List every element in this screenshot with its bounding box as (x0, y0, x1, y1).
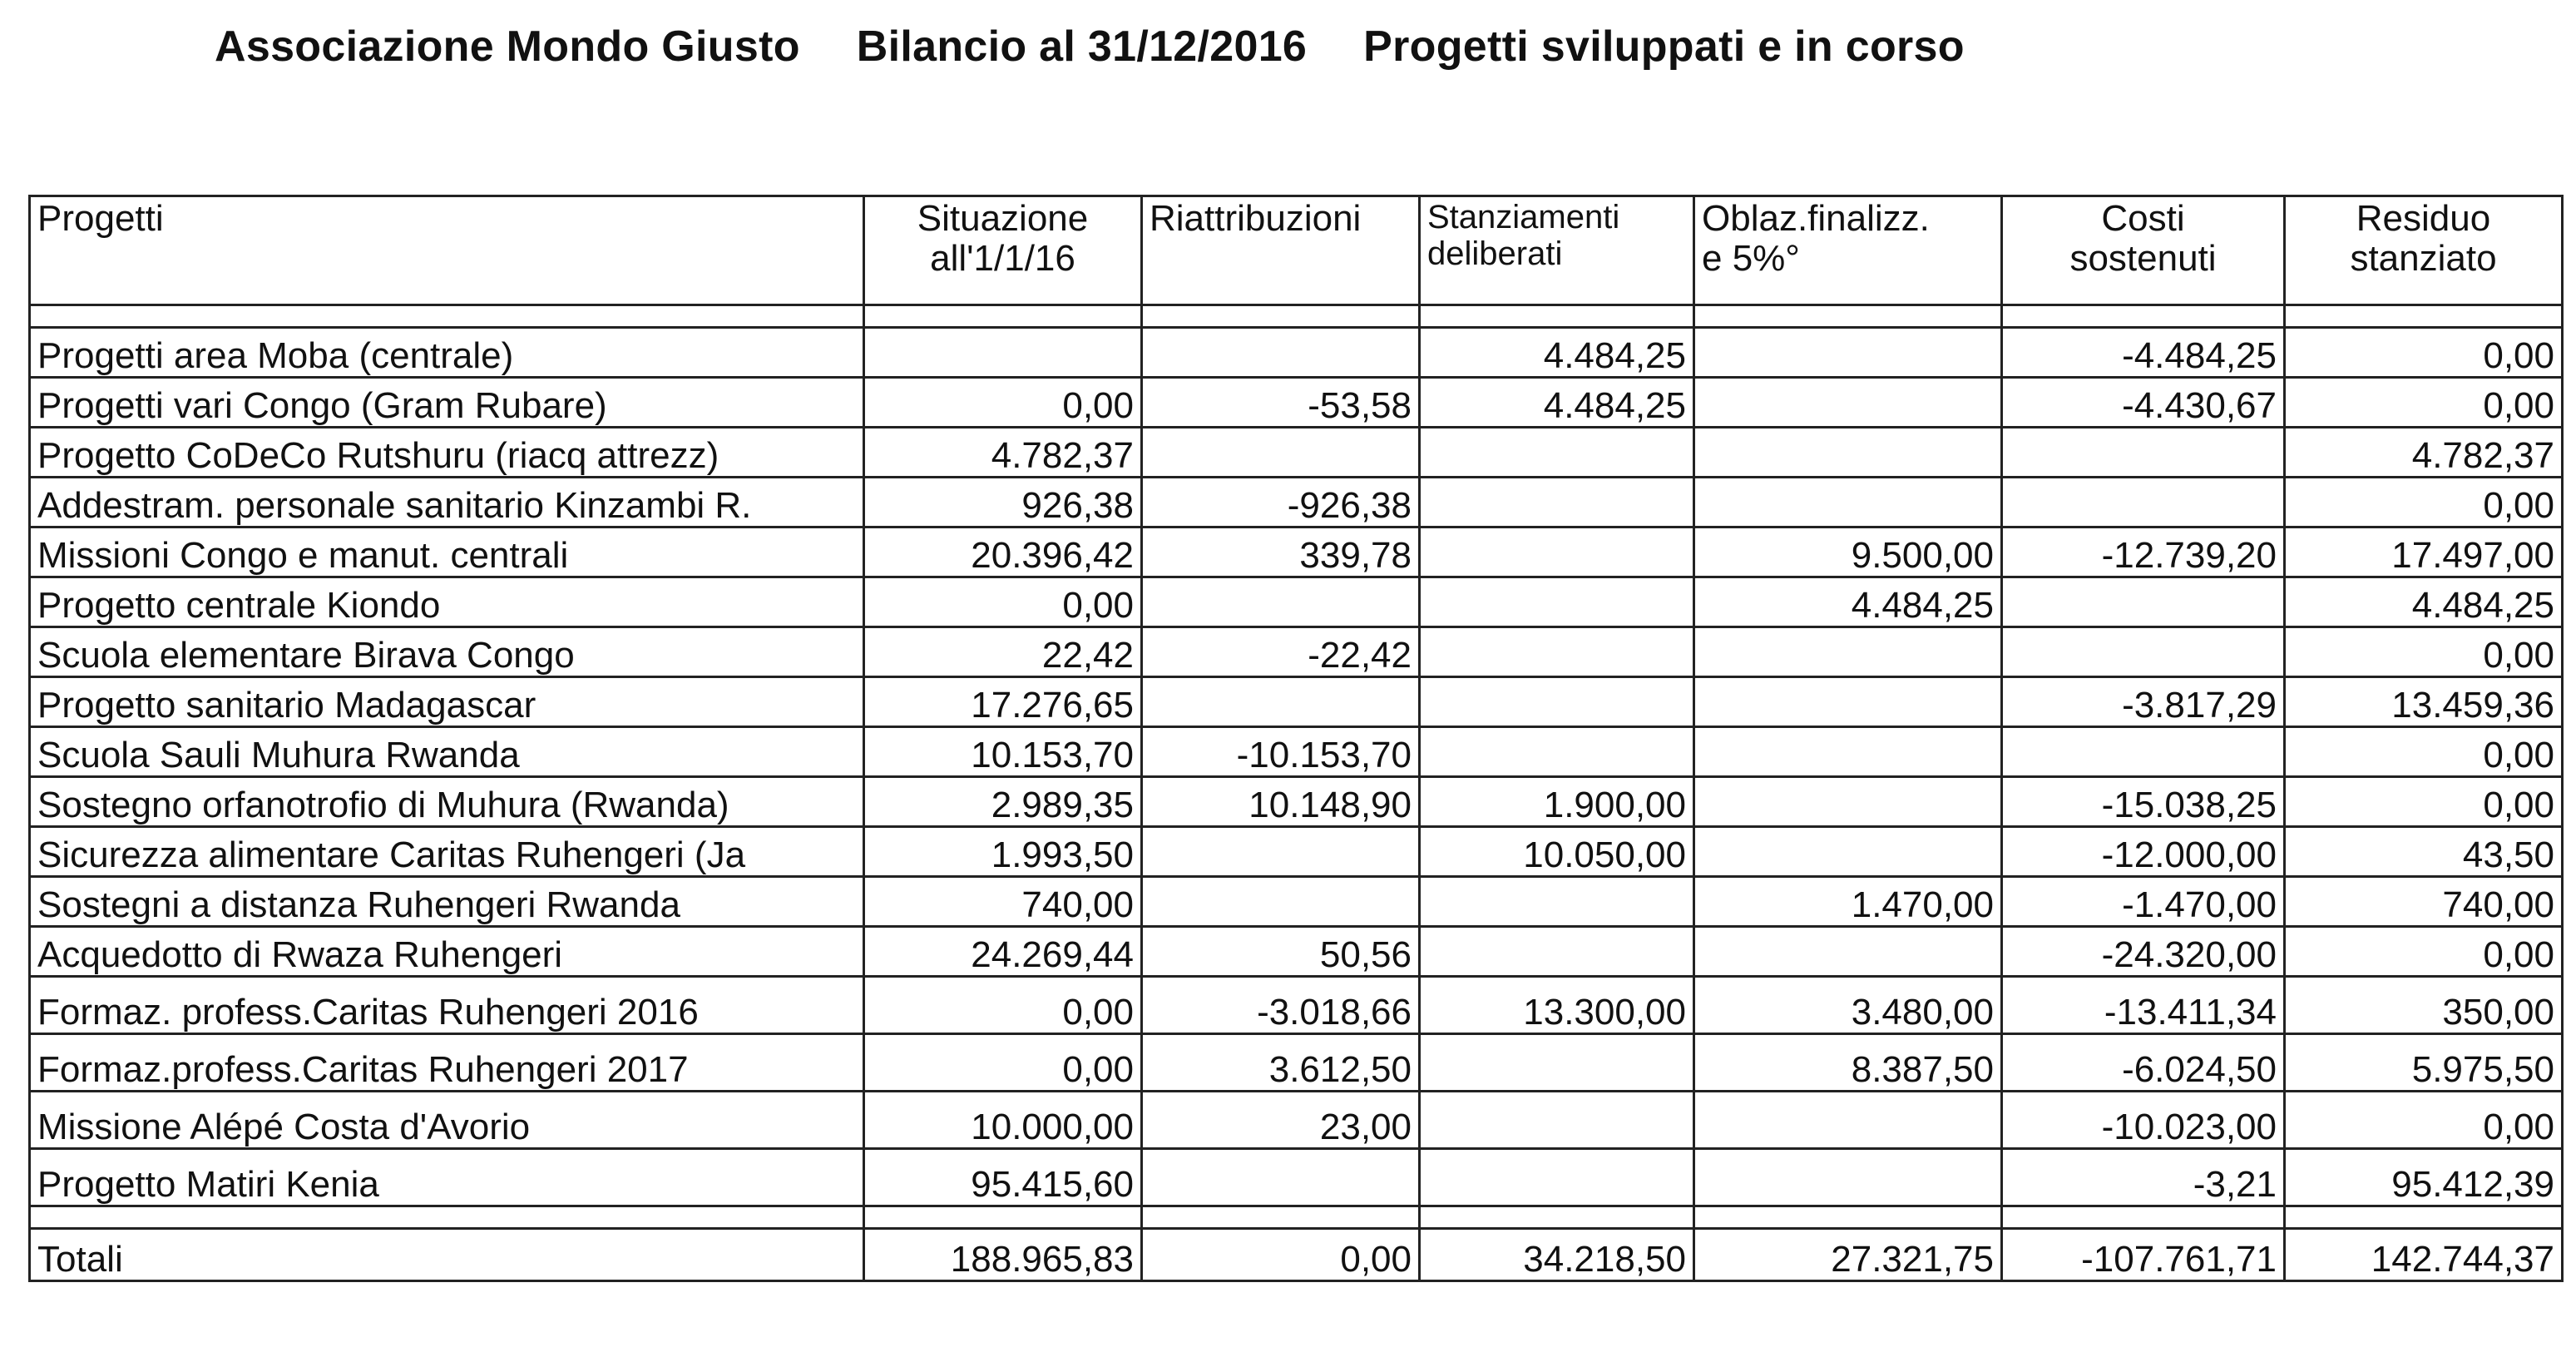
oblazioni-value (1694, 1149, 2002, 1206)
project-name: Missione Alépé Costa d'Avorio (30, 1092, 864, 1149)
costi-value: -1.470,00 (2002, 877, 2285, 927)
residuo-value: 0,00 (2285, 1092, 2563, 1149)
stanziamenti-value: 10.050,00 (1420, 827, 1694, 877)
table-row (30, 627, 2563, 677)
residuo-value: 0,00 (2285, 627, 2563, 677)
oblazioni-value (1694, 827, 2002, 877)
table-row (30, 877, 2563, 927)
table-row (30, 328, 2563, 378)
riattribuzioni-value: 339,78 (1142, 527, 1420, 577)
riattribuzioni-value: -22,42 (1142, 627, 1420, 677)
oblazioni-value (1694, 927, 2002, 977)
project-name: Scuola Sauli Muhura Rwanda (30, 727, 864, 777)
header-spacer-row (30, 305, 2563, 328)
table-row (30, 1149, 2563, 1206)
total-stanziamenti: 34.218,50 (1420, 1229, 1694, 1281)
costi-value: -12.000,00 (2002, 827, 2285, 877)
riattribuzioni-value (1142, 328, 1420, 378)
riattribuzioni-value: -3.018,66 (1142, 977, 1420, 1034)
situazione-value: 10.000,00 (864, 1092, 1142, 1149)
stanziamenti-value (1420, 1149, 1694, 1206)
projects-table (28, 195, 2564, 1282)
stanziamenti-value (1420, 927, 1694, 977)
table-row (30, 727, 2563, 777)
situazione-value: 24.269,44 (864, 927, 1142, 977)
costi-value (2002, 727, 2285, 777)
costi-value (2002, 428, 2285, 478)
costi-value: -3,21 (2002, 1149, 2285, 1206)
costi-value: -13.411,34 (2002, 977, 2285, 1034)
col-header-oblazioni: Oblaz.finalizz. e 5%° (1694, 196, 2002, 305)
situazione-value: 17.276,65 (864, 677, 1142, 727)
riattribuzioni-value: 3.612,50 (1142, 1034, 1420, 1092)
situazione-value: 926,38 (864, 478, 1142, 527)
oblazioni-value (1694, 428, 2002, 478)
stanziamenti-value: 1.900,00 (1420, 777, 1694, 827)
col-header-costi: Costi sostenuti (2002, 196, 2285, 305)
col-header-riattribuzioni: Riattribuzioni (1142, 196, 1420, 305)
residuo-value: 0,00 (2285, 328, 2563, 378)
costi-value (2002, 478, 2285, 527)
table-row (30, 378, 2563, 428)
table-row (30, 927, 2563, 977)
riattribuzioni-value: -53,58 (1142, 378, 1420, 428)
col-header-progetti: Progetti (30, 196, 864, 305)
oblazioni-value: 8.387,50 (1694, 1034, 2002, 1092)
project-name: Sostegno orfanotrofio di Muhura (Rwanda) (30, 777, 864, 827)
residuo-value: 95.412,39 (2285, 1149, 2563, 1206)
riattribuzioni-value (1142, 1149, 1420, 1206)
table-row (30, 577, 2563, 627)
total-situazione: 188.965,83 (864, 1229, 1142, 1281)
total-riattribuzioni: 0,00 (1142, 1229, 1420, 1281)
table-body (30, 328, 2563, 1206)
oblazioni-value: 1.470,00 (1694, 877, 2002, 927)
table-row (30, 428, 2563, 478)
table-row (30, 677, 2563, 727)
oblazioni-value (1694, 727, 2002, 777)
residuo-value: 0,00 (2285, 478, 2563, 527)
situazione-value (864, 328, 1142, 378)
project-name: Progetto centrale Kiondo (30, 577, 864, 627)
situazione-value: 0,00 (864, 577, 1142, 627)
document-title (215, 22, 2021, 72)
col-header-residuo: Residuo stanziato (2285, 196, 2563, 305)
project-name: Progetti vari Congo (Gram Rubare) (30, 378, 864, 428)
project-name: Addestram. personale sanitario Kinzambi R. (30, 478, 864, 527)
costi-value: -10.023,00 (2002, 1092, 2285, 1149)
costi-value: -24.320,00 (2002, 927, 2285, 977)
residuo-value: 0,00 (2285, 727, 2563, 777)
oblazioni-value: 9.500,00 (1694, 527, 2002, 577)
project-name: Sostegni a distanza Ruhengeri Rwanda (30, 877, 864, 927)
costi-value: -15.038,25 (2002, 777, 2285, 827)
riattribuzioni-value (1142, 827, 1420, 877)
situazione-value: 20.396,42 (864, 527, 1142, 577)
situazione-value: 10.153,70 (864, 727, 1142, 777)
situazione-value: 1.993,50 (864, 827, 1142, 877)
stanziamenti-value: 4.484,25 (1420, 328, 1694, 378)
stanziamenti-value (1420, 677, 1694, 727)
riattribuzioni-value: -10.153,70 (1142, 727, 1420, 777)
totals-row (30, 1229, 2563, 1281)
total-costi: -107.761,71 (2002, 1229, 2285, 1281)
oblazioni-value (1694, 627, 2002, 677)
riattribuzioni-value (1142, 877, 1420, 927)
oblazioni-value (1694, 478, 2002, 527)
stanziamenti-value (1420, 1092, 1694, 1149)
stanziamenti-value (1420, 577, 1694, 627)
costi-value: -6.024,50 (2002, 1034, 2285, 1092)
residuo-value: 740,00 (2285, 877, 2563, 927)
stanziamenti-value (1420, 627, 1694, 677)
riattribuzioni-value: 10.148,90 (1142, 777, 1420, 827)
title-subject: Progetti sviluppati e in corso (1363, 22, 1965, 71)
project-name: Progetto sanitario Madagascar (30, 677, 864, 727)
costi-value (2002, 577, 2285, 627)
oblazioni-value (1694, 1092, 2002, 1149)
oblazioni-value: 3.480,00 (1694, 977, 2002, 1034)
situazione-value: 22,42 (864, 627, 1142, 677)
project-name: Formaz. profess.Caritas Ruhengeri 2016 (30, 977, 864, 1034)
totals-label: Totali (30, 1229, 864, 1281)
stanziamenti-value: 4.484,25 (1420, 378, 1694, 428)
residuo-value: 350,00 (2285, 977, 2563, 1034)
costi-value (2002, 627, 2285, 677)
residuo-value: 0,00 (2285, 777, 2563, 827)
table-row (30, 977, 2563, 1034)
riattribuzioni-value: 50,56 (1142, 927, 1420, 977)
riattribuzioni-value: -926,38 (1142, 478, 1420, 527)
stanziamenti-value (1420, 1034, 1694, 1092)
situazione-value: 4.782,37 (864, 428, 1142, 478)
stanziamenti-value (1420, 727, 1694, 777)
oblazioni-value (1694, 378, 2002, 428)
table-row (30, 478, 2563, 527)
title-organization: Associazione Mondo Giusto (215, 22, 800, 71)
residuo-value: 0,00 (2285, 378, 2563, 428)
project-name: Missioni Congo e manut. centrali (30, 527, 864, 577)
totals-spacer-row (30, 1206, 2563, 1229)
project-name: Progetto Matiri Kenia (30, 1149, 864, 1206)
stanziamenti-value (1420, 877, 1694, 927)
total-residuo: 142.744,37 (2285, 1229, 2563, 1281)
total-oblazioni: 27.321,75 (1694, 1229, 2002, 1281)
title-balance-date: Bilancio al 31/12/2016 (856, 22, 1308, 71)
oblazioni-value: 4.484,25 (1694, 577, 2002, 627)
costi-value: -4.430,67 (2002, 378, 2285, 428)
project-name: Formaz.profess.Caritas Ruhengeri 2017 (30, 1034, 864, 1092)
residuo-value: 0,00 (2285, 927, 2563, 977)
oblazioni-value (1694, 777, 2002, 827)
stanziamenti-value (1420, 478, 1694, 527)
table-header-row (30, 196, 2563, 305)
riattribuzioni-value (1142, 577, 1420, 627)
project-name: Sicurezza alimentare Caritas Ruhengeri (Ja (30, 827, 864, 877)
riattribuzioni-value (1142, 677, 1420, 727)
table-row (30, 827, 2563, 877)
residuo-value: 43,50 (2285, 827, 2563, 877)
situazione-value: 2.989,35 (864, 777, 1142, 827)
project-name: Scuola elementare Birava Congo (30, 627, 864, 677)
residuo-value: 17.497,00 (2285, 527, 2563, 577)
project-name: Progetti area Moba (centrale) (30, 328, 864, 378)
residuo-value: 4.782,37 (2285, 428, 2563, 478)
stanziamenti-value: 13.300,00 (1420, 977, 1694, 1034)
project-name: Progetto CoDeCo Rutshuru (riacq attrezz) (30, 428, 864, 478)
costi-value: -3.817,29 (2002, 677, 2285, 727)
table-row (30, 1034, 2563, 1092)
situazione-value: 0,00 (864, 1034, 1142, 1092)
residuo-value: 5.975,50 (2285, 1034, 2563, 1092)
project-name: Acquedotto di Rwaza Ruhengeri (30, 927, 864, 977)
stanziamenti-value (1420, 428, 1694, 478)
situazione-value: 0,00 (864, 378, 1142, 428)
situazione-value: 95.415,60 (864, 1149, 1142, 1206)
oblazioni-value (1694, 677, 2002, 727)
table-row (30, 1092, 2563, 1149)
costi-value: -12.739,20 (2002, 527, 2285, 577)
col-header-situazione: Situazione all'1/1/16 (864, 196, 1142, 305)
riattribuzioni-value: 23,00 (1142, 1092, 1420, 1149)
situazione-value: 0,00 (864, 977, 1142, 1034)
oblazioni-value (1694, 328, 2002, 378)
costi-value: -4.484,25 (2002, 328, 2285, 378)
col-header-stanziamenti: Stanziamenti deliberati (1420, 196, 1694, 305)
stanziamenti-value (1420, 527, 1694, 577)
table-row (30, 527, 2563, 577)
residuo-value: 13.459,36 (2285, 677, 2563, 727)
riattribuzioni-value (1142, 428, 1420, 478)
table-row (30, 777, 2563, 827)
situazione-value: 740,00 (864, 877, 1142, 927)
residuo-value: 4.484,25 (2285, 577, 2563, 627)
